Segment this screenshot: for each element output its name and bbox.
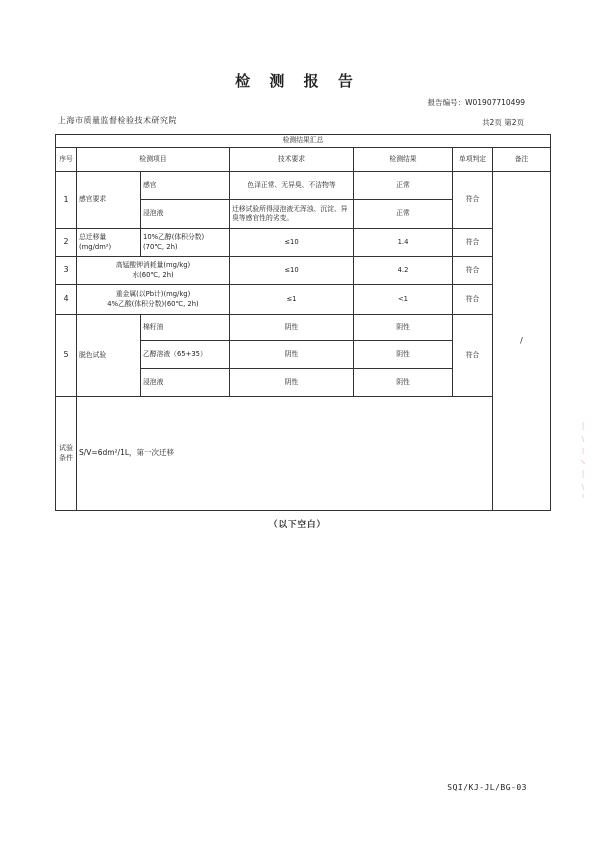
row1-seq: 1 [56, 172, 77, 229]
conditions-value: S/V=6dm²/1L，第一次迁移 [77, 397, 551, 511]
row3-seq: 3 [56, 257, 77, 285]
row5-item: 脱色试验 [77, 315, 141, 397]
row5-seq: 5 [56, 315, 77, 397]
seam-stamp [578, 420, 588, 500]
row3-result: 4.2 [354, 257, 453, 285]
row5-sub2-result: 阴性 [354, 341, 453, 369]
page-info: 共2页 第2页 [482, 118, 524, 127]
row1-sub2-requirement: 迁移试验所得浸泡液无浑浊、沉淀、异臭等感官性的劣变。 [230, 200, 354, 229]
row4-requirement: ≤1 [230, 285, 354, 315]
row2-result: 1.4 [354, 229, 453, 257]
institute-name: 上海市质量监督检验技术研究院 [58, 116, 177, 125]
row1-sub1-result: 正常 [354, 172, 453, 200]
row5-sub3-result: 阴性 [354, 369, 453, 397]
header-judgement: 单项判定 [453, 148, 493, 172]
row5-sub2-requirement: 阴性 [230, 341, 354, 369]
row4-judgement: 符合 [453, 285, 493, 315]
summary-title: 检测结果汇总 [56, 135, 551, 148]
row2-item: 总迁移量 (mg/dm²) [77, 229, 141, 257]
row1-sub2-result: 正常 [354, 200, 453, 229]
row3-judgement: 符合 [453, 257, 493, 285]
form-code: SQI/KJ-JL/BG-03 [447, 783, 527, 792]
conditions-label: 试验 条件 [56, 397, 77, 511]
row5-sub3-requirement: 阴性 [230, 369, 354, 397]
report-number: 报告编号：W01907710499 [427, 98, 525, 107]
report-title: 检 测 报 告 [235, 72, 360, 90]
row1-sub1-name: 感官 [141, 172, 230, 200]
row4-result: <1 [354, 285, 453, 315]
header-result: 检测结果 [354, 148, 453, 172]
row2-requirement: ≤10 [230, 229, 354, 257]
row1-sub1-requirement: 色泽正常、无异臭、不洁物等 [230, 172, 354, 200]
row5-sub3-name: 浸泡液 [141, 369, 230, 397]
row4-item: 重金属(以Pb计)(mg/kg) 4%乙酸(体积分数)(60℃, 2h) [77, 285, 230, 315]
row2-condition: 10%乙醇(体积分数) (70℃, 2h) [141, 229, 230, 257]
row2-judgement: 符合 [453, 229, 493, 257]
row3-requirement: ≤10 [230, 257, 354, 285]
header-remark: 备注 [493, 148, 551, 172]
remark-cell: / [493, 172, 551, 511]
row4-seq: 4 [56, 285, 77, 315]
blank-below-note: （以下空白） [268, 520, 326, 530]
header-item: 检测项目 [77, 148, 230, 172]
row5-sub2-name: 乙醇溶液（65+35） [141, 341, 230, 369]
row3-item: 高锰酸钾消耗量(mg/kg) 水(60℃, 2h) [77, 257, 230, 285]
row5-sub1-requirement: 阴性 [230, 315, 354, 341]
row5-judgement: 符合 [453, 315, 493, 397]
row5-sub1-name: 棉籽油 [141, 315, 230, 341]
row1-sub2-name: 浸泡液 [141, 200, 230, 229]
row1-item: 感官要求 [77, 172, 141, 229]
row5-sub1-result: 阴性 [354, 315, 453, 341]
results-table [55, 134, 551, 511]
header-seq: 序号 [56, 148, 77, 172]
row2-seq: 2 [56, 229, 77, 257]
header-requirement: 技术要求 [230, 148, 354, 172]
row1-judgement: 符合 [453, 172, 493, 229]
